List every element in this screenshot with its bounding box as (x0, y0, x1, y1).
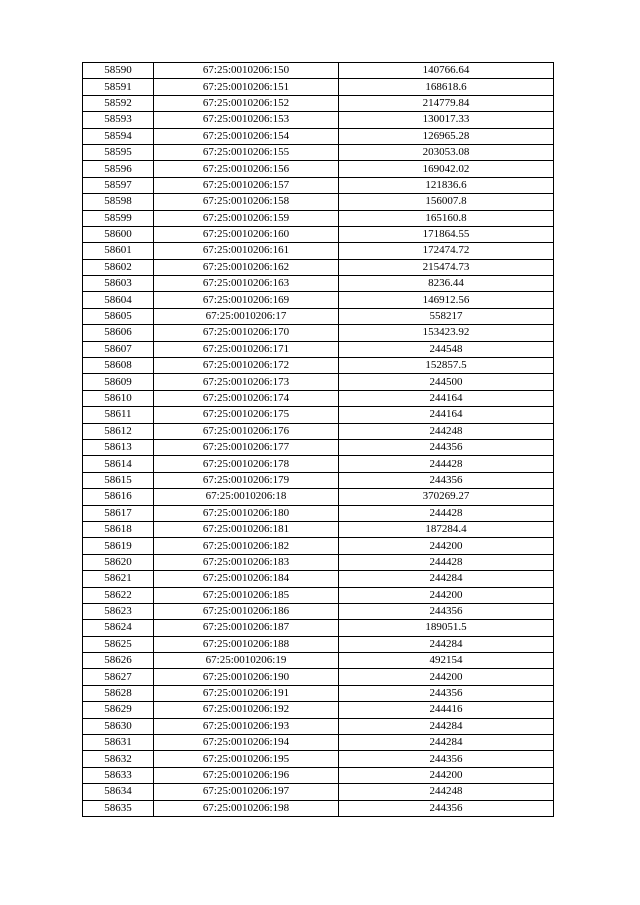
cadastral-number-cell: 67:25:0010206:155 (154, 144, 339, 160)
table-row (83, 751, 554, 767)
cadastral-number-cell: 67:25:0010206:160 (154, 226, 339, 242)
value-cell: 189051.5 (339, 620, 554, 636)
table-row (83, 439, 554, 455)
cadastral-number-cell: 67:25:0010206:198 (154, 800, 339, 816)
table-row (83, 243, 554, 259)
table-row (83, 538, 554, 554)
row-number-cell: 58597 (83, 177, 154, 193)
table-row (83, 669, 554, 685)
cadastral-number-cell: 67:25:0010206:174 (154, 390, 339, 406)
value-cell: 187284.4 (339, 521, 554, 537)
row-number-cell: 58623 (83, 603, 154, 619)
table-row (83, 735, 554, 751)
row-number-cell: 58630 (83, 718, 154, 734)
row-number-cell: 58598 (83, 194, 154, 210)
value-cell: 244356 (339, 439, 554, 455)
cadastral-number-cell: 67:25:0010206:150 (154, 63, 339, 79)
table-row (83, 489, 554, 505)
table-row (83, 636, 554, 652)
value-cell: 244428 (339, 456, 554, 472)
row-number-cell: 58612 (83, 423, 154, 439)
row-number-cell: 58600 (83, 226, 154, 242)
row-number-cell: 58635 (83, 800, 154, 816)
row-number-cell: 58593 (83, 112, 154, 128)
table-row (83, 472, 554, 488)
row-number-cell: 58590 (83, 63, 154, 79)
value-cell: 244284 (339, 571, 554, 587)
row-number-cell: 58624 (83, 620, 154, 636)
value-cell: 126965.28 (339, 128, 554, 144)
value-cell: 244248 (339, 423, 554, 439)
value-cell: 146912.56 (339, 292, 554, 308)
cadastral-number-cell: 67:25:0010206:185 (154, 587, 339, 603)
row-number-cell: 58631 (83, 735, 154, 751)
table-row (83, 521, 554, 537)
table-row (83, 161, 554, 177)
cadastral-number-cell: 67:25:0010206:193 (154, 718, 339, 734)
cadastral-number-cell: 67:25:0010206:152 (154, 95, 339, 111)
value-cell: 172474.72 (339, 243, 554, 259)
value-cell: 156007.8 (339, 194, 554, 210)
value-cell: 244164 (339, 407, 554, 423)
cadastral-number-cell: 67:25:0010206:162 (154, 259, 339, 275)
table-row (83, 456, 554, 472)
row-number-cell: 58610 (83, 390, 154, 406)
row-number-cell: 58616 (83, 489, 154, 505)
row-number-cell: 58609 (83, 374, 154, 390)
cadastral-number-cell: 67:25:0010206:19 (154, 653, 339, 669)
value-cell: 370269.27 (339, 489, 554, 505)
table-row (83, 620, 554, 636)
value-cell: 140766.64 (339, 63, 554, 79)
value-cell: 244164 (339, 390, 554, 406)
table-row (83, 144, 554, 160)
value-cell: 203053.08 (339, 144, 554, 160)
value-cell: 168618.6 (339, 79, 554, 95)
row-number-cell: 58634 (83, 784, 154, 800)
value-cell: 214779.84 (339, 95, 554, 111)
value-cell: 244200 (339, 587, 554, 603)
table-row (83, 210, 554, 226)
cadastral-number-cell: 67:25:0010206:153 (154, 112, 339, 128)
table-row (83, 407, 554, 423)
table-row (83, 390, 554, 406)
value-cell: 171864.55 (339, 226, 554, 242)
cadastral-number-cell: 67:25:0010206:172 (154, 358, 339, 374)
row-number-cell: 58595 (83, 144, 154, 160)
row-number-cell: 58618 (83, 521, 154, 537)
table-row (83, 767, 554, 783)
value-cell: 8236.44 (339, 276, 554, 292)
row-number-cell: 58596 (83, 161, 154, 177)
table-row (83, 554, 554, 570)
value-cell: 244356 (339, 685, 554, 701)
cadastral-number-cell: 67:25:0010206:178 (154, 456, 339, 472)
row-number-cell: 58629 (83, 702, 154, 718)
row-number-cell: 58620 (83, 554, 154, 570)
value-cell: 244428 (339, 554, 554, 570)
value-cell: 169042.02 (339, 161, 554, 177)
cadastral-number-cell: 67:25:0010206:171 (154, 341, 339, 357)
table-row (83, 226, 554, 242)
value-cell: 244248 (339, 784, 554, 800)
cadastral-number-cell: 67:25:0010206:173 (154, 374, 339, 390)
value-cell: 558217 (339, 308, 554, 324)
cadastral-value-table (82, 62, 554, 817)
table-row (83, 702, 554, 718)
table-row (83, 63, 554, 79)
cadastral-number-cell: 67:25:0010206:184 (154, 571, 339, 587)
table-row (83, 685, 554, 701)
table-row (83, 177, 554, 193)
cadastral-number-cell: 67:25:0010206:190 (154, 669, 339, 685)
table-row (83, 358, 554, 374)
cadastral-number-cell: 67:25:0010206:187 (154, 620, 339, 636)
cadastral-number-cell: 67:25:0010206:179 (154, 472, 339, 488)
row-number-cell: 58627 (83, 669, 154, 685)
value-cell: 244284 (339, 718, 554, 734)
row-number-cell: 58603 (83, 276, 154, 292)
cadastral-number-cell: 67:25:0010206:180 (154, 505, 339, 521)
row-number-cell: 58615 (83, 472, 154, 488)
value-cell: 244356 (339, 472, 554, 488)
table-row (83, 571, 554, 587)
cadastral-number-cell: 67:25:0010206:154 (154, 128, 339, 144)
row-number-cell: 58621 (83, 571, 154, 587)
table-row (83, 194, 554, 210)
table-row (83, 784, 554, 800)
cadastral-number-cell: 67:25:0010206:159 (154, 210, 339, 226)
value-cell: 244284 (339, 735, 554, 751)
row-number-cell: 58619 (83, 538, 154, 554)
table-row (83, 95, 554, 111)
row-number-cell: 58601 (83, 243, 154, 259)
table-row (83, 276, 554, 292)
cadastral-number-cell: 67:25:0010206:177 (154, 439, 339, 455)
cadastral-number-cell: 67:25:0010206:17 (154, 308, 339, 324)
value-cell: 152857.5 (339, 358, 554, 374)
value-cell: 244548 (339, 341, 554, 357)
cadastral-number-cell: 67:25:0010206:170 (154, 325, 339, 341)
row-number-cell: 58633 (83, 767, 154, 783)
row-number-cell: 58602 (83, 259, 154, 275)
value-cell: 244416 (339, 702, 554, 718)
value-cell: 153423.92 (339, 325, 554, 341)
row-number-cell: 58599 (83, 210, 154, 226)
cadastral-number-cell: 67:25:0010206:158 (154, 194, 339, 210)
value-cell: 244356 (339, 603, 554, 619)
table-row (83, 112, 554, 128)
value-cell: 130017.33 (339, 112, 554, 128)
row-number-cell: 58622 (83, 587, 154, 603)
cadastral-number-cell: 67:25:0010206:169 (154, 292, 339, 308)
cadastral-number-cell: 67:25:0010206:197 (154, 784, 339, 800)
row-number-cell: 58592 (83, 95, 154, 111)
value-cell: 492154 (339, 653, 554, 669)
value-cell: 244500 (339, 374, 554, 390)
row-number-cell: 58594 (83, 128, 154, 144)
value-cell: 165160.8 (339, 210, 554, 226)
row-number-cell: 58628 (83, 685, 154, 701)
table-row (83, 325, 554, 341)
table-row (83, 259, 554, 275)
cadastral-number-cell: 67:25:0010206:151 (154, 79, 339, 95)
row-number-cell: 58604 (83, 292, 154, 308)
value-cell: 244428 (339, 505, 554, 521)
row-number-cell: 58608 (83, 358, 154, 374)
table-row (83, 308, 554, 324)
table-row (83, 653, 554, 669)
table-row (83, 800, 554, 816)
cadastral-number-cell: 67:25:0010206:194 (154, 735, 339, 751)
cadastral-number-cell: 67:25:0010206:195 (154, 751, 339, 767)
value-cell: 215474.73 (339, 259, 554, 275)
cadastral-number-cell: 67:25:0010206:161 (154, 243, 339, 259)
cadastral-number-cell: 67:25:0010206:176 (154, 423, 339, 439)
table-row (83, 128, 554, 144)
table-row (83, 505, 554, 521)
row-number-cell: 58611 (83, 407, 154, 423)
row-number-cell: 58632 (83, 751, 154, 767)
table-row (83, 423, 554, 439)
row-number-cell: 58607 (83, 341, 154, 357)
cadastral-number-cell: 67:25:0010206:157 (154, 177, 339, 193)
table-row (83, 587, 554, 603)
value-cell: 244356 (339, 751, 554, 767)
cadastral-number-cell: 67:25:0010206:18 (154, 489, 339, 505)
table-body (83, 63, 554, 817)
row-number-cell: 58613 (83, 439, 154, 455)
cadastral-number-cell: 67:25:0010206:196 (154, 767, 339, 783)
row-number-cell: 58605 (83, 308, 154, 324)
cadastral-number-cell: 67:25:0010206:191 (154, 685, 339, 701)
table-row (83, 718, 554, 734)
row-number-cell: 58606 (83, 325, 154, 341)
cadastral-number-cell: 67:25:0010206:188 (154, 636, 339, 652)
value-cell: 244284 (339, 636, 554, 652)
row-number-cell: 58617 (83, 505, 154, 521)
table-row (83, 374, 554, 390)
row-number-cell: 58626 (83, 653, 154, 669)
cadastral-number-cell: 67:25:0010206:181 (154, 521, 339, 537)
row-number-cell: 58614 (83, 456, 154, 472)
value-cell: 244356 (339, 800, 554, 816)
table-row (83, 79, 554, 95)
table-row (83, 603, 554, 619)
cadastral-number-cell: 67:25:0010206:186 (154, 603, 339, 619)
value-cell: 244200 (339, 538, 554, 554)
row-number-cell: 58625 (83, 636, 154, 652)
value-cell: 121836.6 (339, 177, 554, 193)
cadastral-number-cell: 67:25:0010206:163 (154, 276, 339, 292)
value-cell: 244200 (339, 669, 554, 685)
cadastral-number-cell: 67:25:0010206:183 (154, 554, 339, 570)
value-cell: 244200 (339, 767, 554, 783)
cadastral-number-cell: 67:25:0010206:182 (154, 538, 339, 554)
table-row (83, 341, 554, 357)
cadastral-number-cell: 67:25:0010206:175 (154, 407, 339, 423)
cadastral-number-cell: 67:25:0010206:156 (154, 161, 339, 177)
table-row (83, 292, 554, 308)
cadastral-number-cell: 67:25:0010206:192 (154, 702, 339, 718)
row-number-cell: 58591 (83, 79, 154, 95)
